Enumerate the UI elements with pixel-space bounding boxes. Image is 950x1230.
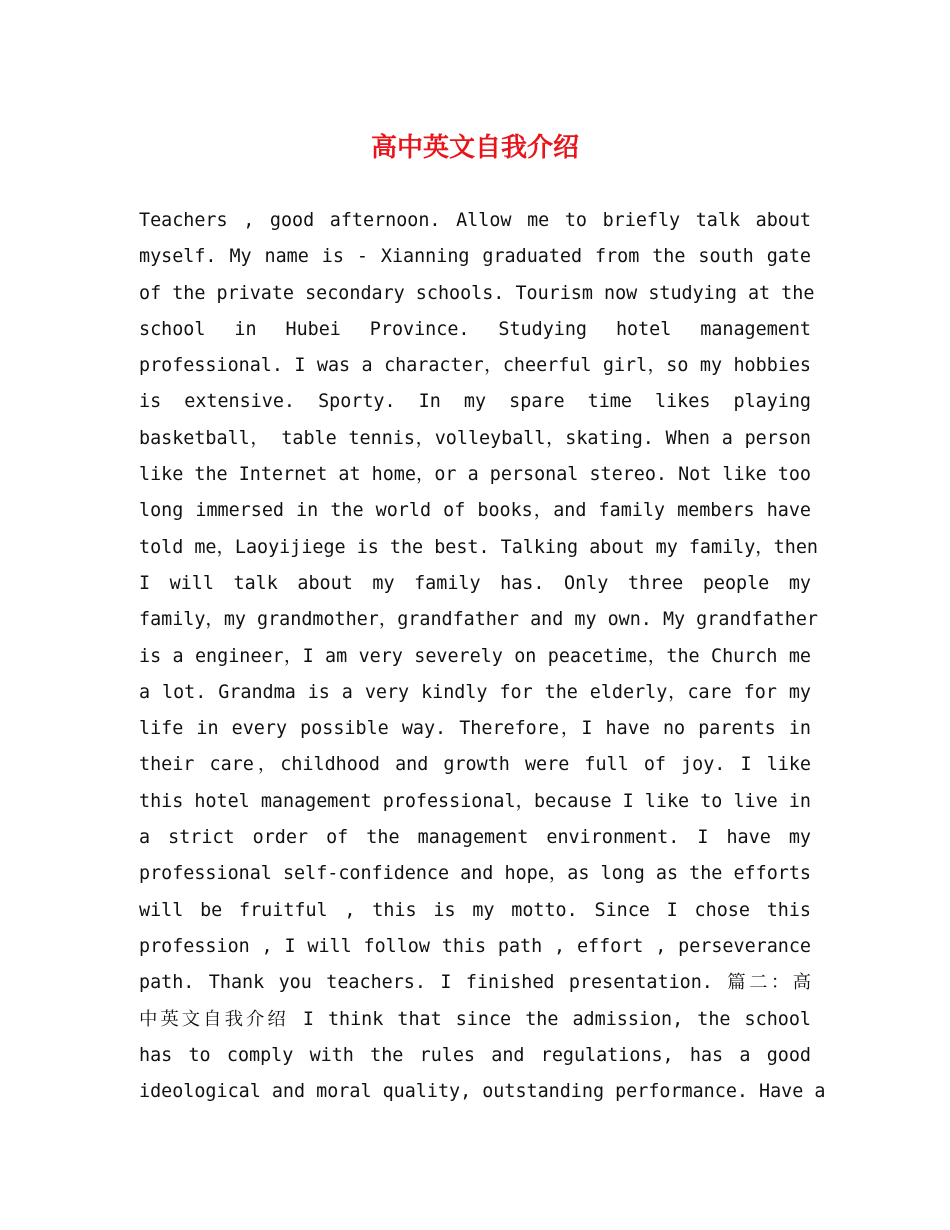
text-line: told me，Laoyijiege is the best. Talking about my family，then: [139, 536, 818, 558]
text-line: professional self-confidence and hope，as long as the efforts: [139, 863, 811, 885]
text-line: like the Internet at home，or a personal stereo. Not like too: [139, 464, 811, 486]
text-line: ideological and moral quality, outstanding performance. Have a: [139, 1081, 826, 1103]
text-line: family，my grandmother，grandfather and my own. My grandfather: [139, 609, 818, 631]
text-line: Teachers , good afternoon. Allow me to briefly talk about: [139, 210, 811, 231]
body-paragraph: [139, 203, 826, 1110]
text-line: life in every possible way. Therefore，I have no parents in: [139, 718, 811, 740]
page-title: 高中英文自我介绍: [370, 133, 579, 163]
text-line: myself. My name is - Xianning graduated from the south gate: [139, 246, 811, 268]
text-line: I will talk about my family has. Only three people my: [139, 572, 811, 594]
text-line: will be fruitful , this is my motto. Since I chose this: [139, 899, 811, 921]
text-line: a strict order of the management environment. I have my: [139, 827, 811, 849]
text-line: school in Hubei Province. Studying hotel management: [139, 318, 811, 340]
text-line: their care，childhood and growth were full of joy. I like: [139, 754, 811, 776]
text-line: of the private secondary schools. Tourism now studying at the: [139, 282, 815, 304]
text-line: path. Thank you teachers. I finished presentation. 篇二：高: [139, 972, 811, 994]
text-line: professional. I was a character，cheerful girl，so my hobbies: [139, 355, 811, 377]
text-line: long immersed in the world of books，and family members have: [139, 500, 811, 522]
text-line: basketball， table tennis，volleyball，skating. When a person: [139, 427, 811, 449]
text-line: profession , I will follow this path , effort , perseverance: [139, 935, 811, 957]
text-line: has to comply with the rules and regulations, has a good: [139, 1044, 811, 1066]
text-line: this hotel management professional，because I like to live in: [139, 790, 811, 812]
text-line: is extensive. Sporty. In my spare time likes playing: [139, 391, 811, 413]
text-line: a lot. Grandma is a very kindly for the elderly，care for my: [139, 681, 811, 703]
text-line: is a engineer，I am very severely on peacetime，the Church me: [139, 645, 811, 667]
text-line: 中英文自我介绍 I think that since the admission, the school: [139, 1008, 811, 1030]
